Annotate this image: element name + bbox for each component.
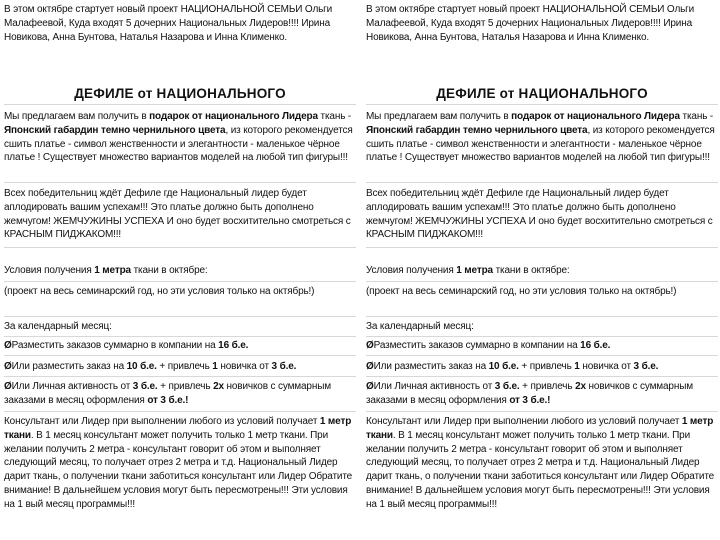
divider [4, 247, 356, 248]
arrow-icon: Ø [4, 381, 12, 392]
bullet-item: ØРазместить заказов суммарно в компании на 16 б.е. [4, 340, 249, 351]
winners-text: Всех победительниц ждёт Дефиле где Национальный лидер будет аплодировать вашим успехам!!! Это платье должно быть дополнено жемчугом! ЖЕМЧУЖИНЫ УСПЕХА И оно будет восхитительно смотреться с КРАСНЫМ ПИДЖАКОМ!!! [366, 188, 713, 241]
offer-text: Мы предлагаем вам получить в подарок от национального Лидера ткань - Японский габардин темно чернильного цвета, из которого рекомендуется сшить платье - символ женственности и элегантности - маленькое чёрное платье ! Существует множество вариантов моделей на любой тип фигуры!!! [4, 111, 353, 164]
divider [4, 411, 356, 412]
bullet-item: ØИли Личная активность от 3 б.е. + привлечь 2х новичков с суммарным заказами в месяц оформления от 3 б.е.! [366, 381, 693, 406]
conditions-heading: Условия получения 1 метра ткани в октябре: [4, 265, 208, 276]
arrow-icon: Ø [366, 381, 374, 392]
divider [4, 182, 356, 183]
divider [366, 247, 718, 248]
divider [366, 355, 718, 356]
divider [4, 281, 356, 282]
divider [366, 336, 718, 337]
divider [4, 316, 356, 317]
intro-text: В этом октябре стартует новый проект НАЦИОНАЛЬНОЙ СЕМЬИ Ольги Малафеевой, Куда входят 5 дочерних Национальных Лидеров!!!! Ирина Новикова, Анна Бунтова, Наталья Назарова и Инна Клименко. [366, 4, 695, 43]
divider [366, 281, 718, 282]
consultant-text: Консультант или Лидер при выполнении любого из условий получает 1 метр ткани. В 1 месяц консультант может получить только 1 метр ткани. При желании получить 2 метра - консультант говорит об этом и выполняет следующий месяц, то получает отрез 2 метра и т.д. Национальный Лидер дарит ткань, о получении ткани заботиться консультант или Лидер Обратите внимание! В дальнейшем условия могут быть пересмотрены!!! Эти условия на 1 вый месяц программы!!! [366, 416, 715, 510]
arrow-icon: Ø [4, 361, 12, 372]
divider [366, 182, 718, 183]
bullet-item: ØРазместить заказов суммарно в компании на 16 б.е. [366, 340, 611, 351]
divider [366, 104, 718, 105]
arrow-icon: Ø [366, 361, 374, 372]
arrow-icon: Ø [4, 340, 12, 351]
season-note: (проект на весь семинарский год, но эти условия только на октябрь!) [366, 286, 677, 297]
bullet-item: ØИли Личная активность от 3 б.е. + привлечь 2х новичков с суммарным заказами в месяц оформления от 3 б.е.! [4, 381, 331, 406]
bullet-item: ØИли разместить заказ на 10 б.е. + привлечь 1 новичка от 3 б.е. [4, 361, 297, 372]
consultant-text: Консультант или Лидер при выполнении любого из условий получает 1 метр ткани. В 1 месяц консультант может получить только 1 метр ткани. При желании получить 2 метра - консультант говорит об этом и выполняет следующий месяц, то получает отрез 2 метра и т.д. Национальный Лидер дарит ткань, о получении ткани заботиться консультант или Лидер Обратите внимание! В дальнейшем условия могут быть пересмотрены!!! Эти условия на 1 вый месяц программы!!! [4, 416, 353, 510]
page-title: ДЕФИЛЕ от НАЦИОНАЛЬНОГО [74, 86, 286, 101]
month-label: За календарный месяц: [4, 321, 112, 332]
arrow-icon: Ø [366, 340, 374, 351]
intro-text: В этом октябре стартует новый проект НАЦИОНАЛЬНОЙ СЕМЬИ Ольги Малафеевой, Куда входят 5 дочерних Национальных Лидеров!!!! Ирина Новикова, Анна Бунтова, Наталья Назарова и Инна Клименко. [4, 4, 333, 43]
offer-text: Мы предлагаем вам получить в подарок от национального Лидера ткань - Японский габардин темно чернильного цвета, из которого рекомендуется сшить платье - символ женственности и элегантности - маленькое чёрное платье ! Существует множество вариантов моделей на любой тип фигуры!!! [366, 111, 715, 164]
divider [366, 316, 718, 317]
divider [4, 355, 356, 356]
bullet-item: ØИли разместить заказ на 10 б.е. + привлечь 1 новичка от 3 б.е. [366, 361, 659, 372]
divider [366, 411, 718, 412]
conditions-heading: Условия получения 1 метра ткани в октябре: [366, 265, 570, 276]
page-title: ДЕФИЛЕ от НАЦИОНАЛЬНОГО [436, 86, 648, 101]
divider [4, 376, 356, 377]
winners-text: Всех победительниц ждёт Дефиле где Национальный лидер будет аплодировать вашим успехам!!! Это платье должно быть дополнено жемчугом! ЖЕМЧУЖИНЫ УСПЕХА И оно будет восхитительно смотреться с КРАСНЫМ ПИДЖАКОМ!!! [4, 188, 351, 241]
divider [4, 336, 356, 337]
month-label: За календарный месяц: [366, 321, 474, 332]
divider [366, 376, 718, 377]
divider [4, 104, 356, 105]
season-note: (проект на весь семинарский год, но эти условия только на октябрь!) [4, 286, 315, 297]
